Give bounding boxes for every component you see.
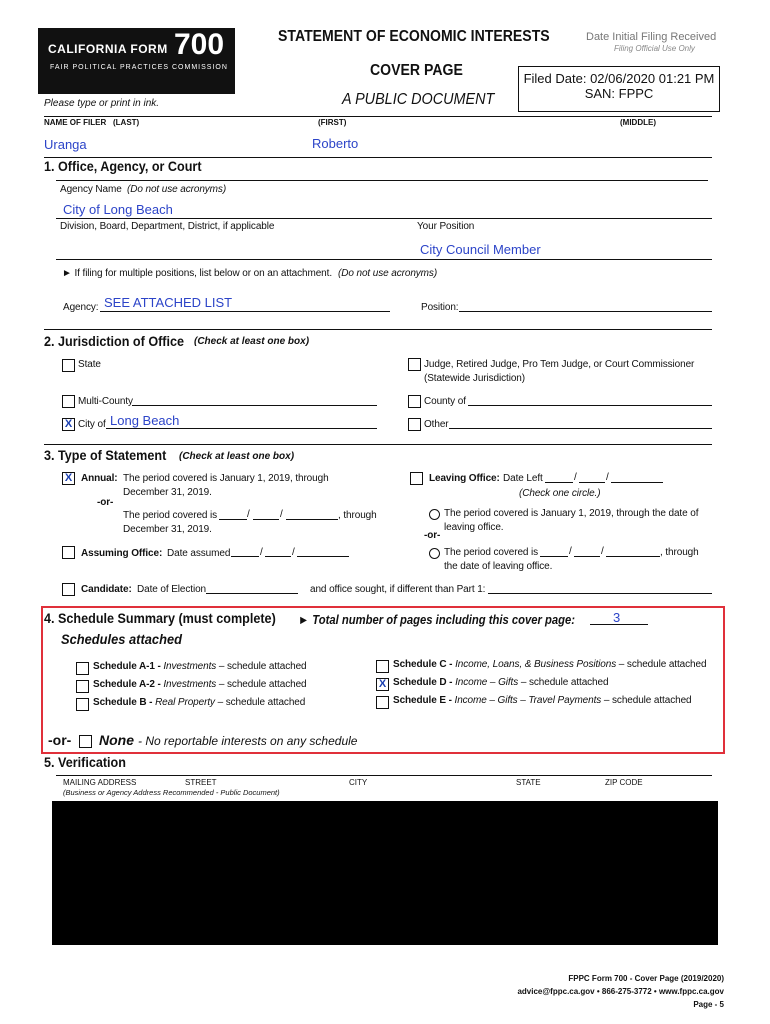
dec31-label: December 31, 2019.	[123, 524, 212, 535]
multiple-positions-note2: (Do not use acronyms)	[338, 268, 438, 279]
section1-title: 1. Office, Agency, or Court	[44, 158, 202, 174]
section5-title: 5. Verification	[44, 754, 126, 770]
slash: /	[292, 547, 295, 558]
schedule-desc: Income, Loans, & Business Positions	[455, 659, 617, 670]
through-label: , through	[338, 510, 377, 521]
schedule-checkbox[interactable]	[76, 680, 89, 693]
schedule-desc: Income – Gifts	[455, 677, 519, 688]
schedule-code: Schedule A-2 -	[93, 679, 161, 690]
candidate-text2: and office sought, if different than Part 1:	[310, 584, 486, 595]
footer	[517, 972, 724, 1011]
or-label-1: -or-	[97, 497, 114, 508]
other-label: Other	[424, 419, 449, 430]
schedule-desc: Real Property	[155, 697, 215, 708]
schedule-code: Schedule A-1 -	[93, 661, 161, 672]
city-checkbox[interactable]: X	[62, 418, 75, 431]
schedule-code: Schedule E -	[393, 695, 452, 706]
schedule-tail: – schedule attached	[218, 679, 307, 690]
agency-name-label: Agency Name	[60, 184, 122, 195]
last-label: (LAST)	[113, 118, 140, 127]
leave-option2-text2: the date of leaving office.	[444, 561, 553, 572]
schedule-tail: – schedule attached	[603, 695, 692, 706]
schedule-code: Schedule C -	[393, 659, 453, 670]
state-label: State	[78, 359, 101, 370]
section2-title: 2. Jurisdiction of Office	[44, 333, 185, 349]
agency-name-note: (Do not use acronyms)	[127, 184, 227, 195]
city-col-label: CITY	[349, 778, 368, 787]
schedule-item	[393, 677, 608, 688]
leave-option1-radio[interactable]	[429, 509, 440, 520]
candidate-checkbox[interactable]	[62, 583, 75, 596]
judge-checkbox[interactable]	[408, 358, 421, 371]
slash: /	[606, 472, 609, 483]
agency2-value[interactable]: SEE ATTACHED LIST	[104, 295, 233, 310]
state-col-label: STATE	[516, 778, 541, 787]
slash: /	[260, 547, 263, 558]
city-label: City of	[78, 419, 106, 430]
schedule-checkbox[interactable]	[376, 696, 389, 709]
schedule-item	[393, 659, 706, 670]
section3-title: 3. Type of Statement	[44, 447, 167, 463]
schedule-tail: – schedule attached	[618, 659, 707, 670]
city-value[interactable]: Long Beach	[110, 413, 180, 428]
leaving-checkbox[interactable]	[410, 472, 423, 485]
cover-page-label: COVER PAGE	[370, 62, 463, 79]
leave-option2-through: , through	[660, 547, 699, 558]
address-note: (Business or Agency Address Recommended - Public Document)	[63, 788, 280, 797]
candidate-label: Candidate:	[81, 584, 132, 595]
zip-col-label: ZIP CODE	[605, 778, 643, 787]
slash: /	[574, 472, 577, 483]
form-number: 700	[174, 28, 225, 61]
schedule-item	[393, 695, 692, 706]
division-label: Division, Board, Department, District, if applicable	[60, 221, 275, 232]
county-label: County of	[424, 396, 466, 407]
date-received-label: Date Initial Filing Received	[586, 31, 717, 43]
schedule-desc: Income – Gifts – Travel Payments	[454, 695, 602, 706]
schedule-item	[93, 679, 307, 690]
county-checkbox[interactable]	[408, 395, 421, 408]
none-description: - No reportable interests on any schedule	[138, 734, 358, 748]
agency2-label: Agency:	[63, 302, 99, 313]
multiple-positions-note: ► If filing for multiple positions, list below or on an attachment.	[62, 268, 332, 279]
none-label: None	[99, 732, 134, 748]
none-checkbox[interactable]	[79, 735, 92, 748]
assuming-text: Date assumed	[167, 548, 231, 559]
street-label: STREET	[185, 778, 217, 787]
slash: /	[569, 546, 572, 557]
schedule-item	[93, 697, 305, 708]
check-one-note: (Check one circle.)	[519, 488, 601, 499]
slash: /	[280, 509, 283, 520]
your-position-label: Your Position	[417, 221, 475, 232]
schedule-tail: – schedule attached	[218, 661, 307, 672]
san-label: SAN: FPPC	[584, 86, 654, 101]
total-pages-label: ► Total number of pages including this cover page:	[298, 613, 576, 627]
footer-contact: advice@fppc.ca.gov • 866-275-3772 • www.fppc.ca.gov	[517, 987, 724, 996]
type-print-note: Please type or print in ink.	[44, 98, 160, 109]
form-label: CALIFORNIA FORM	[48, 42, 168, 56]
form-badge	[38, 28, 235, 94]
judge-label2: (Statewide Jurisdiction)	[424, 373, 525, 384]
mailing-address-label: MAILING ADDRESS	[63, 778, 137, 787]
total-pages-value[interactable]: 3	[613, 610, 621, 625]
or-label-2: -or-	[424, 530, 441, 541]
schedule-checkbox[interactable]	[76, 698, 89, 711]
leave-option1-text2: leaving office.	[444, 522, 504, 533]
state-checkbox[interactable]	[62, 359, 75, 372]
leave-option2-radio[interactable]	[429, 548, 440, 559]
first-label: (FIRST)	[318, 118, 347, 127]
filer-first-name[interactable]: Roberto	[312, 136, 359, 151]
filed-stamp	[518, 66, 720, 112]
schedule-desc: Investments	[163, 679, 217, 690]
multi-county-label: Multi-County	[78, 396, 133, 407]
leaving-label: Leaving Office:	[429, 473, 500, 484]
name-of-filer-label: NAME OF FILER	[44, 118, 107, 127]
schedule-checkbox[interactable]: X	[376, 678, 389, 691]
agency-name-value[interactable]: City of Long Beach	[63, 202, 173, 217]
annual-text1: The period covered is January 1, 2019, through	[123, 473, 329, 484]
footer-form-label: FPPC Form 700 - Cover Page (2019/2020)	[568, 974, 724, 983]
official-use-label: Filing Official Use Only	[614, 44, 695, 53]
page-title: STATEMENT OF ECONOMIC INTERESTS	[278, 28, 550, 45]
schedule-checkbox[interactable]	[76, 662, 89, 675]
leave-option1-text: The period covered is January 1, 2019, through the date of	[444, 508, 699, 519]
public-doc-label: A PUBLIC DOCUMENT	[342, 91, 495, 108]
filer-last-name[interactable]: Uranga	[44, 137, 87, 152]
period-text: The period covered is	[123, 510, 218, 521]
commission-label: FAIR POLITICAL PRACTICES COMMISSION	[50, 64, 228, 71]
schedule-tail: – schedule attached	[217, 697, 306, 708]
other-checkbox[interactable]	[408, 418, 421, 431]
schedule-desc: Investments	[163, 661, 217, 672]
position2-label: Position:	[421, 302, 459, 313]
footer-page: Page - 5	[693, 1000, 724, 1009]
or-none-label: -or-	[48, 732, 72, 748]
schedule-code: Schedule B -	[93, 697, 153, 708]
schedule-checkbox[interactable]	[376, 660, 389, 673]
schedule-tail: – schedule attached	[520, 677, 609, 688]
leaving-text: Date Left	[503, 473, 543, 484]
schedule-item	[93, 661, 307, 672]
leave-option2-text: The period covered is	[444, 547, 539, 558]
multi-county-checkbox[interactable]	[62, 395, 75, 408]
annual-label: Annual:	[81, 473, 118, 484]
filed-date: Filed Date: 02/06/2020 01:21 PM	[523, 71, 715, 86]
annual-checkbox[interactable]: X	[62, 472, 75, 485]
position-value[interactable]: City Council Member	[420, 242, 541, 257]
assuming-label: Assuming Office:	[81, 548, 163, 559]
assuming-checkbox[interactable]	[62, 546, 75, 559]
section4-title: 4. Schedule Summary (must complete)	[44, 610, 276, 626]
middle-label: (MIDDLE)	[620, 118, 656, 127]
redacted-block	[52, 801, 718, 945]
annual-text2: December 31, 2019.	[123, 487, 212, 498]
schedules-attached-title: Schedules attached	[61, 631, 182, 647]
schedule-code: Schedule D -	[393, 677, 453, 688]
section3-note: (Check at least one box)	[179, 451, 295, 462]
slash: /	[601, 546, 604, 557]
section2-note: (Check at least one box)	[194, 336, 310, 347]
judge-label: Judge, Retired Judge, Pro Tem Judge, or Court Commissioner	[424, 359, 695, 370]
slash: /	[247, 509, 250, 520]
candidate-text: Date of Election	[137, 584, 206, 595]
